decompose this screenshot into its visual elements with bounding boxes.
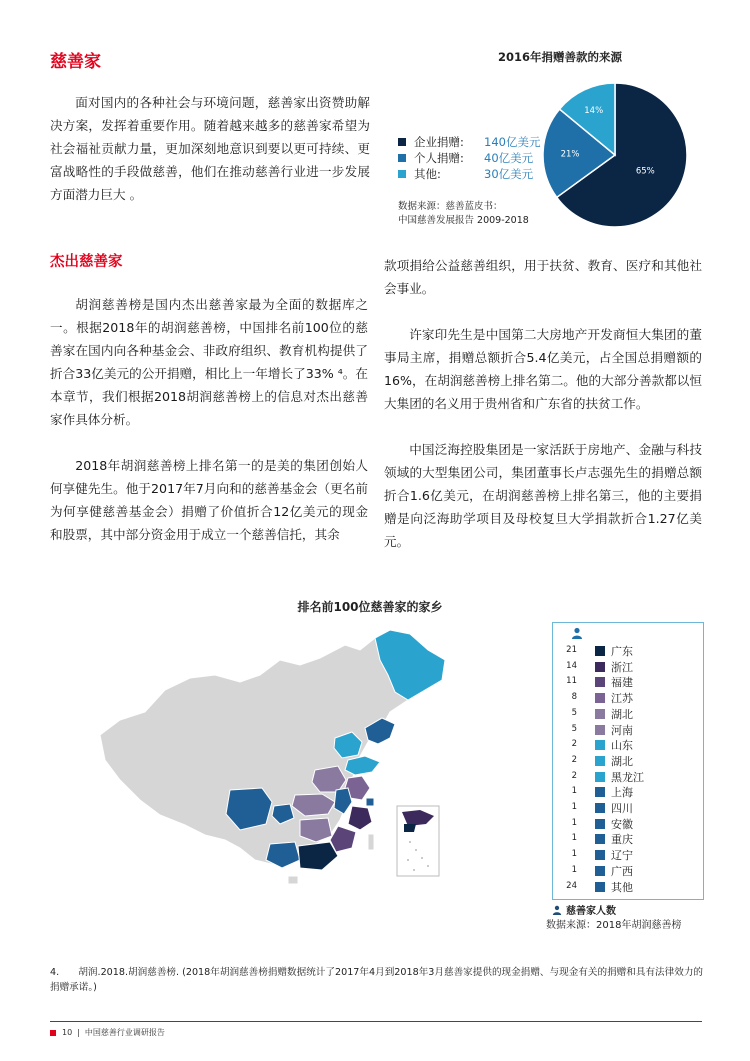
people-caption [552, 902, 616, 917]
right-paragraph-2: 许家印先生是中国第二大房地产开发商恒大集团的董事局主席，捐赠总额折合5.4亿美元，占全国总捐赠额的16%，在胡润慈善榜上排名第二。他的大部分善款都以恒大集团的名义用于贵州省和广东省的扶贫工作。 [384, 327, 702, 411]
map-legend-count: 1 [571, 864, 577, 875]
pie-source-line1: 数据来源：慈善蓝皮书： [398, 201, 503, 212]
map-source: 数据来源：2018年胡润慈善榜 [546, 920, 682, 931]
legend-other-label: 其他: [414, 167, 441, 181]
map-legend-count: 14 [566, 660, 577, 671]
footer-title: 中国慈善行业调研报告 [84, 1028, 165, 1037]
map-legend-row [553, 800, 703, 815]
map-legend-count: 1 [571, 849, 577, 860]
pie-source-line2: 中国慈善发展报告 2009-2018 [398, 215, 529, 226]
map-title: 排名前100位慈善家的家乡 [297, 600, 443, 614]
map-anhui [334, 788, 352, 814]
legend-individual-value: 40亿美元 [484, 151, 534, 165]
map-legend-row [553, 753, 703, 768]
map-legend-swatch [595, 834, 605, 844]
map-legend-row [553, 737, 703, 752]
map-inset-guangdong [404, 824, 416, 832]
map-legend-row [553, 769, 703, 784]
intro-paragraph [50, 91, 370, 206]
map-legend-province: 山东 [611, 739, 633, 753]
map-legend-count: 2 [571, 739, 577, 750]
map-taiwan [368, 834, 374, 850]
footer-rule [50, 1021, 702, 1022]
map-legend-province: 江苏 [611, 692, 633, 706]
map-legend-province: 河南 [611, 723, 633, 737]
left-column [50, 293, 368, 546]
map-legend-count: 24 [566, 880, 577, 891]
map-legend-province: 上海 [611, 786, 633, 800]
map-legend-swatch [595, 850, 605, 860]
map-legend-province: 四川 [611, 802, 633, 815]
map-guangdong [298, 842, 338, 870]
map-legend-row [553, 847, 703, 862]
right-column [384, 254, 702, 553]
map-legend-swatch [595, 803, 605, 813]
map-legend-province: 重庆 [611, 833, 633, 847]
map-legend-count: 1 [571, 833, 577, 844]
pie-chart [540, 80, 690, 230]
map-legend-row [553, 674, 703, 689]
map-legend-swatch [595, 662, 605, 672]
map-legend-count: 1 [571, 786, 577, 797]
person-icon-caption [552, 905, 562, 915]
legend-corporate-label: 企业捐赠: [414, 135, 464, 149]
map-legend-province: 其他 [611, 880, 633, 894]
map-legend-swatch [595, 709, 605, 719]
map-legend-row [553, 690, 703, 705]
left-paragraph-1: 胡润慈善榜是国内杰出慈善家最为全面的数据库之一。根据2018年的胡润慈善榜，中国排名前100位的慈善家在国内向各种基金会、非政府组织、教育机构提供了折合33亿美元的公开捐赠，相比上一年增长了33% ⁴。在本章节，我们根据2018胡润慈善榜上的信息对杰出慈善家作具体分析。 [50, 297, 368, 427]
legend-individual-swatch [398, 154, 406, 162]
map-legend-count: 8 [571, 692, 577, 703]
map-hainan [288, 876, 298, 884]
map-legend-province: 安徽 [611, 817, 633, 831]
right-paragraph-1: 款项捐给公益慈善组织，用于扶贫、教育、医疗和其他社会事业。 [384, 258, 702, 296]
map-legend-count: 5 [571, 707, 577, 718]
legend-corporate [398, 134, 541, 150]
map-legend-swatch [595, 819, 605, 829]
legend-other-swatch [398, 170, 406, 178]
map-legend-swatch [595, 756, 605, 766]
map-legend [552, 622, 704, 900]
map-legend-row [553, 863, 703, 878]
map-legend-province: 广西 [611, 864, 633, 878]
left-paragraph-2: 2018年胡润慈善榜上排名第一的是美的集团创始人何享健先生。他于2017年7月向和的慈善基金会（更名前为何享健慈善基金会）捐赠了价值折合12亿美元的现金和股票，其中部分资金用于成立一个慈善信托，其余 [50, 458, 368, 542]
map-shanghai [366, 798, 374, 806]
intro-text: 面对国内的各种社会与环境问题，慈善家出资赞助解决方案，发挥着重要作用。随着越来越多的慈善家希望为社会福祉贡献力量，更加深刻地意识到要以更可持续、更富战略性的手段做慈善，他们在推动慈善行业进一步发展方面潜力巨大 。 [50, 95, 370, 202]
legend-other-value: 30亿美元 [484, 167, 534, 181]
map-legend-count: 21 [566, 645, 577, 655]
map-legend-province: 浙江 [611, 660, 633, 674]
map-legend-row [553, 816, 703, 831]
pie-slice-label-2: 14% [584, 105, 604, 116]
legend-other [398, 166, 534, 182]
pie-chart-title: 2016年捐赠善款的来源 [497, 50, 622, 64]
map-legend-province: 福建 [611, 676, 633, 690]
map-zhejiang [348, 806, 372, 830]
map-legend-swatch [595, 866, 605, 876]
legend-corporate-swatch [398, 138, 406, 146]
map-legend-province: 黑龙江 [611, 770, 644, 784]
map-legend-province: 广东 [611, 645, 633, 658]
map-legend-count: 2 [571, 770, 577, 781]
page-footer [50, 1027, 165, 1038]
section-title-outstanding: 杰出慈善家 [50, 254, 123, 270]
map-legend-swatch [595, 725, 605, 735]
people-caption-text: 慈善家人数 [566, 906, 616, 917]
map-legend-province: 湖北 [611, 707, 633, 721]
pie-source [398, 200, 529, 228]
map-legend-row [553, 831, 703, 846]
map-legend-row [553, 722, 703, 737]
map-legend-row [553, 643, 703, 658]
legend-individual [398, 150, 534, 166]
pie-slice-label-0: 65% [635, 166, 655, 177]
map-legend-province: 湖北 [611, 754, 633, 768]
pie-slice-label-1: 21% [560, 149, 580, 160]
map-legend-count: 5 [571, 723, 577, 734]
map-legend-count: 11 [566, 676, 577, 687]
legend-individual-label: 个人捐赠: [414, 151, 464, 165]
map-legend-swatch [595, 646, 605, 656]
map-legend-row [553, 706, 703, 721]
legend-corporate-value: 140亿美元 [484, 135, 541, 149]
footnote: 4. 胡润.2018.胡润慈善榜. (2018年胡润慈善榜捐赠数据统计了2017年4月到2018年3月慈善家提供的现金捐赠、与现金有关的捐赠和具有法律效力的捐赠承诺。) [50, 967, 704, 993]
map-legend-count: 1 [571, 802, 577, 812]
map-legend-swatch [595, 787, 605, 797]
map-legend-swatch [595, 882, 605, 892]
map-legend-row [553, 879, 703, 894]
footer-separator: | [77, 1028, 80, 1037]
map-legend-swatch [595, 772, 605, 782]
footer-red-square [50, 1030, 56, 1036]
page-number: 10 [62, 1028, 73, 1037]
map-legend-row [553, 659, 703, 674]
map-legend-swatch [595, 693, 605, 703]
map-legend-province: 辽宁 [611, 849, 633, 863]
china-map [90, 620, 545, 890]
right-paragraph-3: 中国泛海控股集团是一家活跃于房地产、金融与科技领域的大型集团公司，集团董事长卢志强先生的捐赠总额折合1.6亿美元，在胡润慈善榜上排名第三，他的主要捐赠是向泛海助学项目及母校复旦大学捐款折合1.27亿美元。 [384, 442, 702, 549]
map-legend-count: 2 [571, 754, 577, 765]
map-legend-row [553, 784, 703, 799]
map-legend-count: 1 [571, 817, 577, 828]
person-icon [571, 627, 583, 639]
map-legend-swatch [595, 677, 605, 687]
map-legend-swatch [595, 740, 605, 750]
section-title-philanthropists: 慈善家 [50, 52, 101, 72]
